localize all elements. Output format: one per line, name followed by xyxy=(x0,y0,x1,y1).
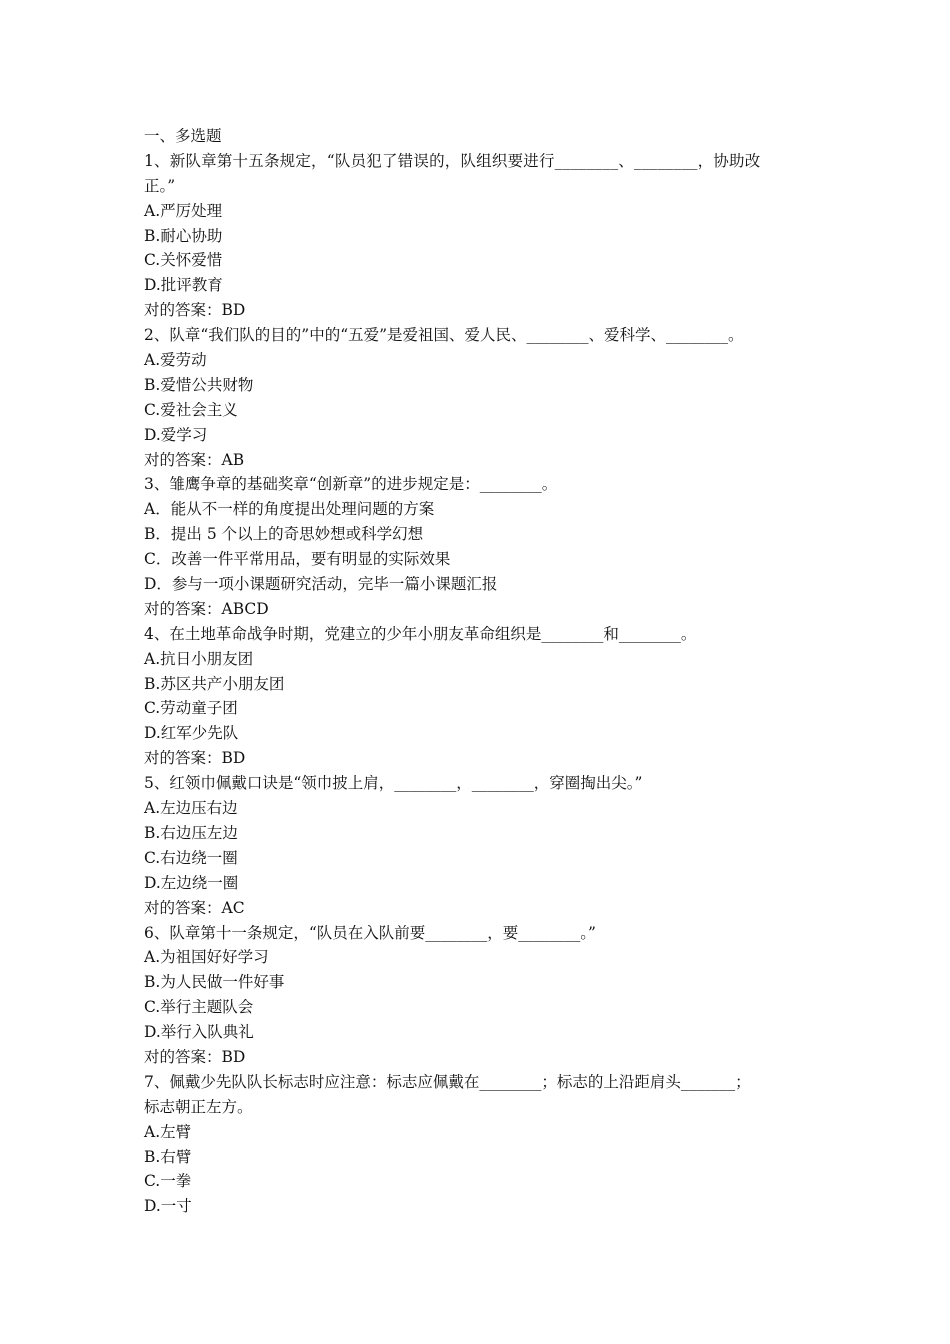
option-c: C．改善一件平常用品，要有明显的实际效果 xyxy=(144,550,451,569)
question-text: 5、红领巾佩戴口诀是“领巾披上肩，________，________，穿圈掏出尖。” xyxy=(144,774,643,793)
option-d: D.举行入队典礼 xyxy=(144,1023,254,1042)
question-5 xyxy=(144,771,834,920)
question-text: 标志朝正左方。 xyxy=(144,1097,253,1116)
option-a: A.左臂 xyxy=(144,1122,192,1141)
answer: 对的答案：BD xyxy=(144,301,246,320)
question-4 xyxy=(144,622,834,771)
option-d: D.一寸 xyxy=(144,1197,192,1216)
document-page xyxy=(144,124,834,1219)
option-a: A.严厉处理 xyxy=(144,201,223,220)
answer: 对的答案：BD xyxy=(144,1047,246,1066)
option-a: A.抗日小朋友团 xyxy=(144,649,254,668)
option-d: D.爱学习 xyxy=(144,425,208,444)
option-b: B．提出 5 个以上的奇思妙想或科学幻想 xyxy=(144,525,424,544)
question-text: 6、队章第十一条规定，“队员在入队前要________，要________。” xyxy=(144,923,596,942)
answer: 对的答案：ABCD xyxy=(144,599,269,618)
option-d: D.红军少先队 xyxy=(144,724,239,743)
option-c: C.爱社会主义 xyxy=(144,400,238,419)
option-c: C.劳动童子团 xyxy=(144,699,238,718)
option-c: C.右边绕一圈 xyxy=(144,848,238,867)
question-text: 正。” xyxy=(144,176,176,195)
option-b: B.苏区共产小朋友团 xyxy=(144,674,285,693)
question-6 xyxy=(144,921,834,1070)
question-7 xyxy=(144,1070,834,1219)
answer: 对的答案：AC xyxy=(144,898,245,917)
option-b: B.爱惜公共财物 xyxy=(144,375,254,394)
option-b: B.右臂 xyxy=(144,1147,192,1166)
option-b: B.耐心协助 xyxy=(144,226,223,245)
option-d: D.批评教育 xyxy=(144,276,223,295)
option-d: D.左边绕一圈 xyxy=(144,873,239,892)
option-a: A.左边压右边 xyxy=(144,799,238,818)
option-a: A.爱劳动 xyxy=(144,351,207,370)
option-a: A．能从不一样的角度提出处理问题的方案 xyxy=(144,500,435,519)
answer: 对的答案：AB xyxy=(144,450,245,469)
answer: 对的答案：BD xyxy=(144,749,246,768)
option-c: C.一拳 xyxy=(144,1172,192,1191)
question-text: 4、在土地革命战争时期，党建立的少年小朋友革命组织是________和________。 xyxy=(144,624,697,643)
option-a: A.为祖国好好学习 xyxy=(144,948,269,967)
question-3 xyxy=(144,472,834,621)
option-b: B.右边压左边 xyxy=(144,823,238,842)
option-b: B.为人民做一件好事 xyxy=(144,973,285,992)
option-c: C.关怀爱惜 xyxy=(144,251,223,270)
option-c: C.举行主题队会 xyxy=(144,998,254,1017)
question-text: 1、新队章第十五条规定，“队员犯了错误的，队组织要进行________、________，协助改 xyxy=(144,151,761,170)
option-d: D．参与一项小课题研究活动，完毕一篇小课题汇报 xyxy=(144,575,498,594)
question-text: 7、佩戴少先队队长标志时应注意：标志应佩戴在________；标志的上沿距肩头_______； xyxy=(144,1072,751,1091)
question-1 xyxy=(144,149,834,323)
question-2 xyxy=(144,323,834,472)
question-text: 2、队章“我们队的目的”中的“五爱”是爱祖国、爱人民、________、爱科学、________。 xyxy=(144,326,744,345)
section-title: 一、多选题 xyxy=(144,127,222,145)
question-text: 3、雏鹰争章的基础奖章“创新章”的进步规定是：________。 xyxy=(144,475,558,494)
